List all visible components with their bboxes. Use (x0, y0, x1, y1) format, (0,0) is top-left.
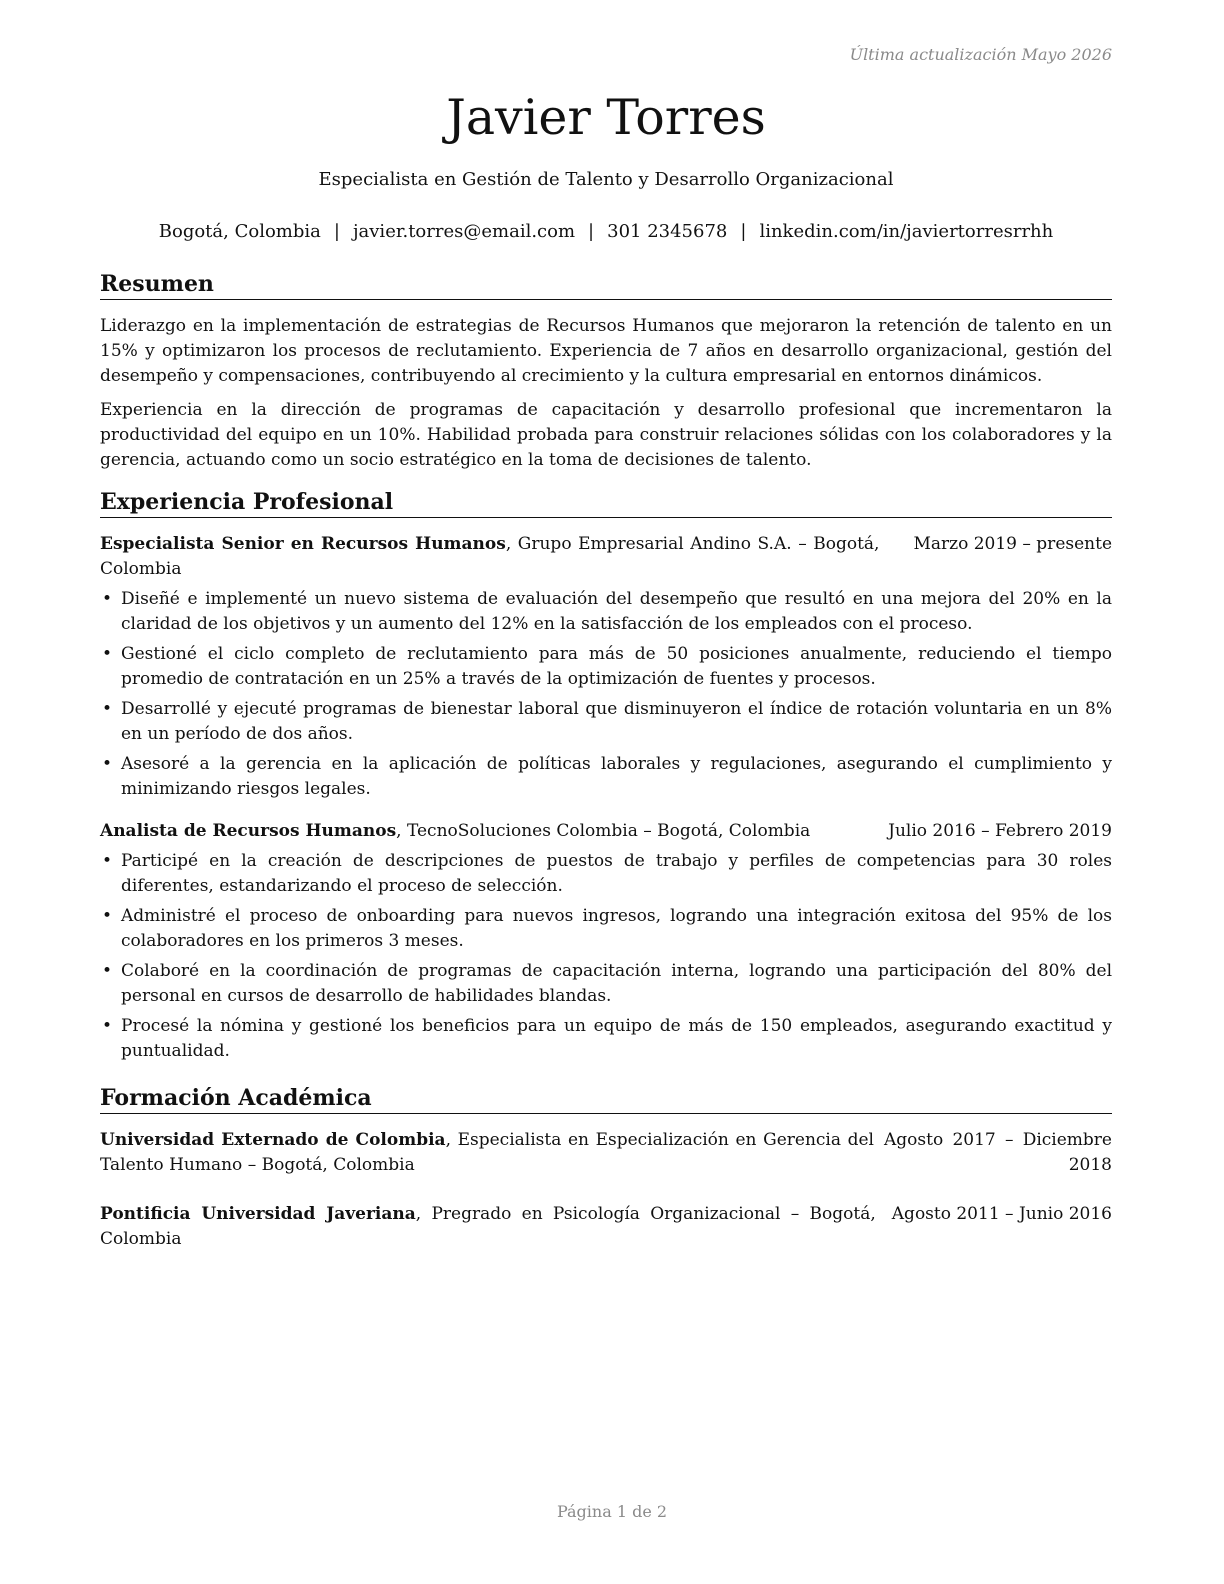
education-school: Pontificia Universidad Javeriana (100, 1204, 416, 1224)
education-degree: , Especialista en Especialización en Gerencia del Talento Humano – Bogotá, Colombia (100, 1130, 874, 1175)
job-bullets (100, 849, 1112, 1064)
contact-phone: 301 2345678 (607, 221, 728, 242)
education-entry (100, 1128, 1112, 1178)
education-section (100, 1085, 1112, 1252)
education-school: Universidad Externado de Colombia (100, 1130, 446, 1150)
contact-line (100, 220, 1112, 244)
contact-separator: | (740, 221, 747, 242)
job-dates: Julio 2016 – Febrero 2019 (888, 821, 1112, 841)
contact-location: Bogotá, Colombia (158, 221, 321, 242)
experience-section (100, 489, 1112, 1069)
section-title-education: Formación Académica (100, 1085, 1112, 1114)
education-degree: , Pregrado en Psicología Organizacional – Bogotá, Colombia (100, 1204, 876, 1249)
job-company: , Grupo Empresarial Andino S.A. – Bogotá, Colombia (100, 534, 880, 579)
resume-page (100, 0, 1112, 1584)
section-title-summary: Resumen (100, 271, 1112, 300)
job-entry (100, 819, 1112, 1064)
job-title-line (100, 819, 870, 844)
contact-email[interactable]: javier.torres@email.com (352, 221, 576, 242)
summary-paragraph: Experiencia en la dirección de programas de capacitación y desarrollo profesional que incrementaron la productividad del equipo en un 10%. Habilidad probada para construir relaciones sólidas con los colaboradores y la gerencia, actuando como un socio estratégico en la toma de decisiones de talento. (100, 400, 1112, 470)
job-bullet: • Asesoré a la gerencia en la aplicación de políticas laborales y regulaciones, asegurando el cumplimiento y minimizando riesgos legales. (100, 752, 1112, 802)
job-bullet: • Procesé la nómina y gestioné los beneficios para un equipo de más de 150 empleados, asegurando exactitud y puntualidad. (100, 1014, 1112, 1064)
job-title-line (100, 532, 895, 582)
education-dates: Agosto 2017 – Diciembre 2018 (884, 1130, 1112, 1175)
job-header (100, 819, 1112, 844)
job-role: Analista de Recursos Humanos (100, 821, 397, 841)
job-role: Especialista Senior en Recursos Humanos (100, 534, 506, 554)
summary-paragraph: Liderazgo en la implementación de estrategias de Recursos Humanos que mejoraron la retención de talento en un 15% y optimizaron los procesos de reclutamiento. Experiencia de 7 años en desarrollo organizacional, gestión del desempeño y compensaciones, contribuyendo al crecimiento y la cultura empresarial en entornos dinámicos. (100, 316, 1112, 386)
job-bullet: • Participé en la creación de descripciones de puestos de trabajo y perfiles de competencias para 30 roles diferentes, estandarizando el proceso de selección. (100, 849, 1112, 899)
job-bullet: • Administré el proceso de onboarding para nuevos ingresos, logrando una integración exitosa del 95% de los colaboradores en los primeros 3 meses. (100, 904, 1112, 954)
job-company: , TecnoSoluciones Colombia – Bogotá, Colombia (396, 821, 811, 841)
candidate-name: Javier Torres (446, 89, 766, 146)
job-bullet: • Diseñé e implementé un nuevo sistema de evaluación del desempeño que resultó en una mejora del 20% en la claridad de los objetivos y un aumento del 12% en la satisfacción de los empleados con el proceso. (100, 587, 1112, 637)
education-entry (100, 1202, 1112, 1252)
contact-separator: | (588, 221, 595, 242)
education-title-line (100, 1128, 874, 1178)
last-updated: Última actualización Mayo 2026 (849, 45, 1112, 64)
job-header (100, 532, 1112, 582)
summary-section (100, 271, 1112, 473)
job-entry (100, 532, 1112, 802)
job-dates: Marzo 2019 – presente (913, 534, 1112, 554)
contact-separator: | (333, 221, 340, 242)
section-title-experience: Experiencia Profesional (100, 489, 1112, 518)
job-bullet: • Gestioné el ciclo completo de reclutamiento para más de 50 posiciones anualmente, reduciendo el tiempo promedio de contratación en un 25% a través de la optimización de fuentes y procesos. (100, 642, 1112, 692)
education-dates: Agosto 2011 – Junio 2016 (891, 1204, 1112, 1224)
job-bullet: • Desarrollé y ejecuté programas de bienestar laboral que disminuyeron el índice de rotación voluntaria en un 8% en un período de dos años. (100, 697, 1112, 747)
job-bullets (100, 587, 1112, 802)
job-bullet: • Colaboré en la coordinación de programas de capacitación interna, logrando una participación del 80% del personal en cursos de desarrollo de habilidades blandas. (100, 959, 1112, 1009)
page-number: Página 1 de 2 (556, 1502, 668, 1521)
headline: Especialista en Gestión de Talento y Desarrollo Organizacional (318, 169, 894, 190)
contact-linkedin[interactable]: linkedin.com/in/javiertorresrrhh (759, 221, 1054, 242)
education-title-line (100, 1202, 884, 1252)
